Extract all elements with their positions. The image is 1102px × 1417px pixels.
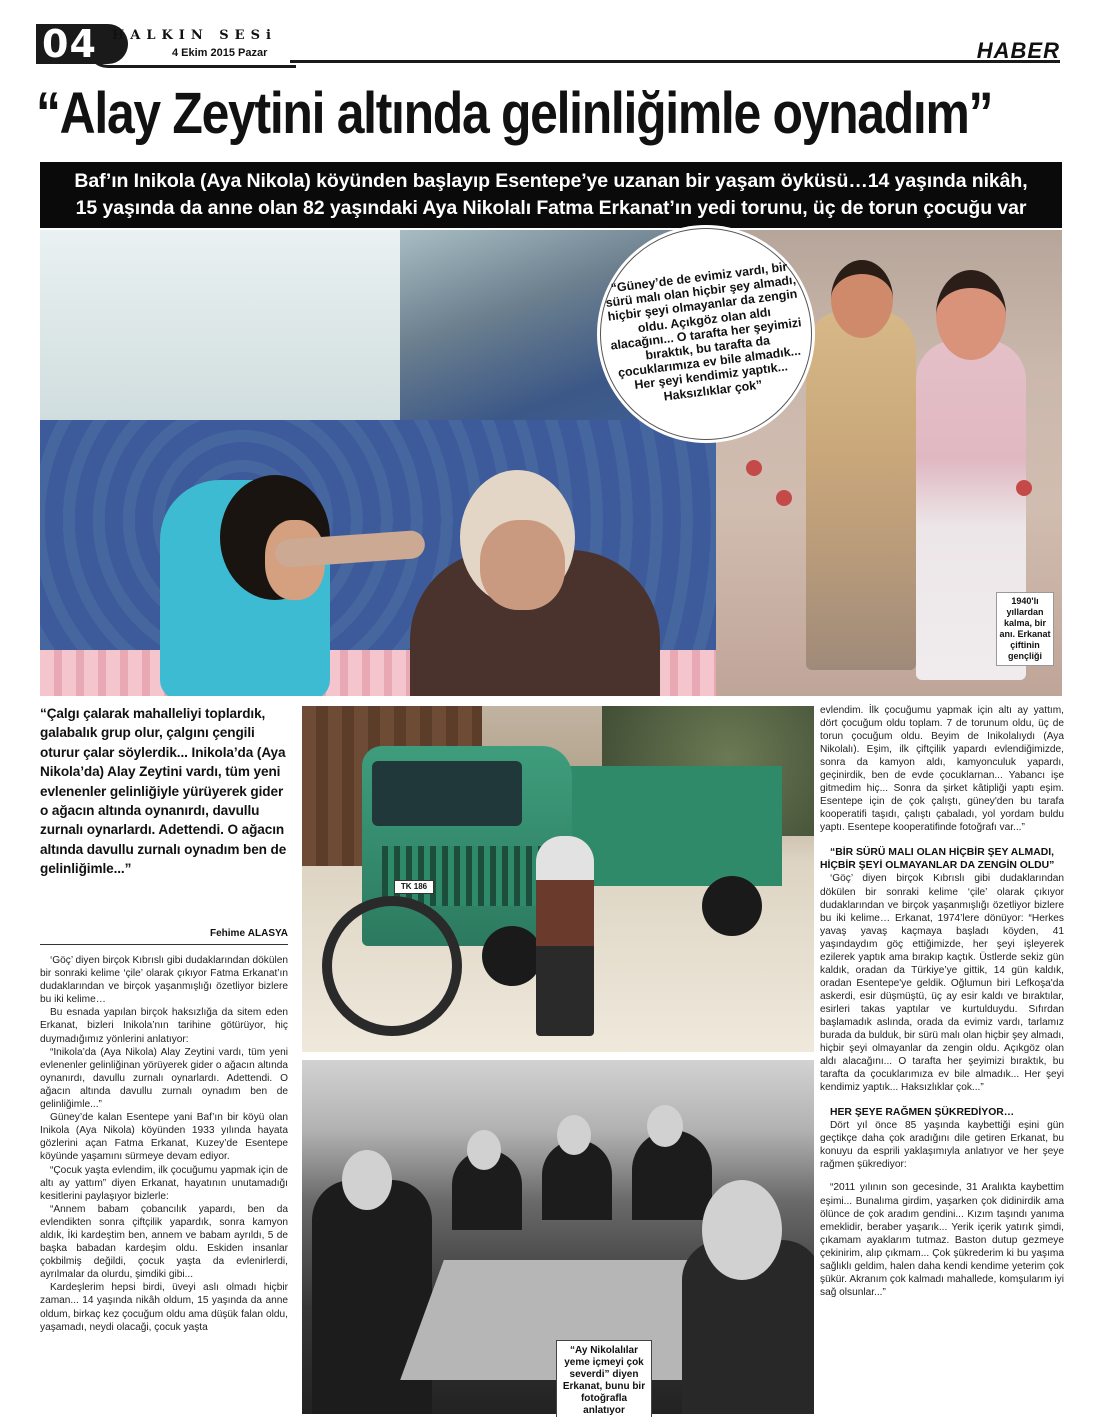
byline [40, 928, 288, 939]
byline-first-name: Fehime [210, 928, 246, 939]
pull-quote: “Çalgı çalarak mahalleliyi toplardık, galabalık grup olur, çalgını çengili oturur çalar söylerdik... Inikola’da (Aya Nikola’da) Alay Zeytini vardı, tüm yeni evlenenler gelinliğiyle yürüyerek gider o ağacın altında oynanırdı, davullu zurnalı oynarlardı. Adettendi. O ağacın altında davullu zurnalı oynadım ben de gelinliğimle...” [40, 706, 287, 877]
left-column [40, 954, 288, 1334]
photo-face [702, 1180, 782, 1280]
photo-face [557, 1115, 591, 1155]
left-paragraph: Güney’de kalan Esentepe yani Baf’ın bir köyü olan Inikola (Aya Nikola) köyünden 1933 yılında hayata gözlerini açan Fatma Erkanat, Kuzey’de Esentepe köyünde yaşamını sürmeye devam ediyor. [40, 1112, 288, 1163]
photo-groom-head [831, 260, 893, 338]
right-heading-2: HER ŞEYE RAĞMEN ŞÜKREDİYOR… [830, 1107, 1015, 1119]
byline-last-name: ALASYA [247, 928, 288, 939]
publication-block [112, 28, 292, 59]
photo-groom [806, 310, 916, 670]
left-paragraph: “Çocuk yaşta evlendim, ilk çocuğumu yapmak için de altı ay yattım” diyen Erkanat, hayatının unutamadığı kesitlerini paylaşıyor bizlerle: [40, 1164, 288, 1202]
photo-truck-wheel [482, 926, 542, 986]
subtitle-line-2: 15 yaşında da anne olan 82 yaşındaki Aya Nikolalı Fatma Erkanat’ın yedi torunu, üç de torun çocuğu var [75, 197, 1027, 219]
photo-motorcycle-wheel [322, 896, 462, 1036]
publication-name: HALKIN SESi [112, 28, 277, 43]
spacer [820, 1171, 1064, 1181]
publication-date: 4 Ekim 2015 Pazar [172, 47, 268, 59]
photo-elder-face [480, 520, 565, 610]
photo-elder-standing [536, 836, 594, 1036]
left-paragraph: “Annem babam çobancılık yapardı, ben da evlendikten sonra çiftçilik yapardık, sonra kamyon aldık, İki kardeştim ben, annem ve babam ayrıldı, 5 de başka babadan kardeşim oldu. Eskiden insanlar çokbilmiş değildi, çocuk yaşta da evlenirlerdi, ayrılmalar da olurdu, şimdiki gibi... [40, 1203, 288, 1281]
section-label: HABER [976, 38, 1060, 63]
left-paragraph: Bu esnada yapılan birçok haksızlığa da sitem eden Erkanat, bizleri Inikola’nın tarihine götürüyor, hiç duymadığımız yönlerini anlatıyor: [40, 1007, 288, 1045]
right-paragraph: “2011 yılının son gecesinde, 31 Aralıkta kaybettim eşimi... Bunalıma girdim, yaşarken çok didinirdik ama ölünce de çok aradım gendini... Kızım taşındı yanıma emeklidir, beraber yaşarık... Yerik içerik yatırık şimdi, çıkamam ayaklarım tutmaz. Baston dutup gezmeye çekinirim, alıp çıkmam... Çok şükrederim ki bu yaşıma sağlıklı geldim, halen daha kendi kendime yeterim çok şükür. Akranım çok kalmadı mahallede, komşularım iyi sağ olsunlar...” [820, 1182, 1064, 1298]
right-intro: evlendim. İlk çocuğumu yapmak için altı ay yattım, dört çocuğum oldu toplam. 7 de torunum oldu, üç de torun çocuğum oldu. Beyim de Inikolalıydı (Aya Nikolalı). Eşim, ilk çiftçilik yapardı evlendiğimizde, sonra da kamyon aldı, kamyonculuk yapardı, geçinirdik, ben de evde çocuklarnan... Yabancı işe gitmedim hiç... Sonra da şirket kâtipliği yaptı eşim. Esentepe için de çok çalıştı, güney'den bu tarafa kooperatifi taşıdı, çalıştı çabaladı, yol yordam buldu yaptı. Esentepe kooperatifinde fotoğrafı var...” [820, 705, 1064, 834]
left-paragraph: “Inikola’da (Aya Nikola) Alay Zeytini vardı, tüm yeni evlenenler gelinliğinan yörüyerek gider o ağacın altında oynanırdı, davullu zurnalı oynarlardı. Adettendi. O ağacın altında davullu zurnalı oynadım ben de gelinliğimle...” [40, 1046, 288, 1111]
photo-truck-bed [562, 766, 782, 886]
photo-face [342, 1150, 392, 1210]
photo-truck-wheel [702, 876, 762, 936]
subtitle-bar [40, 162, 1062, 228]
quote-circle [600, 228, 812, 440]
group-caption: “Ay Nikolalılar yeme içmeyi çok severdi” diyen Erkanat, bunu bir fotoğrafla anlatıyor [556, 1340, 652, 1417]
quote-circle-text: “Güney’de de evimiz vardı, bir sürü malı olan hiçbir şey almadı, hiçbir şeyi olmayanlar da zengin oldu. Açıkgöz olan aldı alacağını... O tarafta her şeyimizi bıraktık, bu tarafta da çocuklarımıza ev bile almadık... Her şeyi kendimiz yaptık... Haksızlıklar çok” [604, 259, 803, 404]
right-paragraph: ‘Göç’ diyen birçok Kıbrıslı gibi dudaklarından dökülen bir sonraki kelime ‘çile’ olarak çıkıyor dudaklarından ve birçok yaşanmışlığı özetliyor bizlere bu iki kelime… Erkanat, 1974’lere dönüyor: “Herkes yavaş yavaş kaçmaya başladı köyden, 41 yaşındaydım göç ettiğimizde, her şeyi işleyerek ezilerek yaptık ama bırakıp kaçtık. Üstlerde sekiz gün kaldık, oradan da Türkiye’ye gittik, 14 gün kaldık, oradan Esentepe'ye geldik. Oğlumun biri Lefkoşa'da askerdi, esir düşmüştü, üç ay esir kaldı ve bıraktılar, esirleri takas yaptılar ve kurtulduydu. Sıfırdan başlamadık aslında, orada da evimiz vardı, tarlamız burada da bulduk, bir sürü malı olan hiçbir şey almadı, hiçbir şeyi olmayanlar da zengin oldu. Açıkgöz olan aldı alacağını... O tarafta her şeyimizi bıraktık, bu tarafta da çocuklarımıza ev bile almadık... Her şeyi kendimiz yaptık... Haksızlıklar çok...” [820, 873, 1064, 1094]
photo-flower [1016, 480, 1032, 496]
right-heading-1: “BİR SÜRÜ MALI OLAN HİÇBİR ŞEY ALMADI, HİÇBİR ŞEYİ OLMAYANLAR DA ZENGİN OLDU” [820, 847, 1055, 872]
photo-truck-windshield [372, 761, 522, 826]
page-number: 04 [36, 24, 128, 64]
subtitle-line-1: Baf’ın Inikola (Aya Nikola) köyünden başlayıp Esentepe’ye uzanan bir yaşam öyküsü…14 yaşında nikâh, [74, 170, 1028, 192]
left-paragraph: Kardeşlerim hepsi birdi, üveyi aslı olmadı hiçbir zaman... 14 yaşında nikâh oldum, 15 yaşında da anne oldum, birkaç kez çocuğum oldu ama düşük falan oldu, yaşamadı, neydi olacaği, çocuk yaşta [40, 1282, 288, 1333]
right-paragraph: Dört yıl önce 85 yaşında kaybettiği eşini gün geçtikçe daha çok aradığını dile getiren Erkanat, bu konuyu da esprili yaklaşımıyla anlatıyor ve her şeye rağmen şükrediyor: [820, 1120, 1064, 1171]
left-paragraph: ‘Göç’ diyen birçok Kıbrıslı gibi dudaklarından dökülen bir sonraki kelime ‘çile’ olarak çıkıyor Fatma Erkanat’ın dudaklarından ve birçok yaşanmışlığı özetliyor bizlere bu iki kelime… [40, 955, 288, 1006]
license-plate: TK 186 [394, 880, 434, 894]
header-rule [290, 60, 1060, 63]
photo-window [40, 230, 400, 430]
photo-face [647, 1105, 683, 1147]
photo-flower [776, 490, 792, 506]
photo-bride-head [936, 270, 1006, 360]
byline-rule [40, 944, 288, 945]
wedding-caption: 1940'lı yıllardan kalma, bir anı. Erkanat çiftinin gençliği [996, 592, 1054, 666]
right-column [820, 704, 1064, 1299]
truck-photo [302, 706, 814, 1052]
photo-flower [746, 460, 762, 476]
headline: “Alay Zeytini altında gelinliğimle oynadım” [36, 81, 993, 146]
photo-face [467, 1130, 501, 1170]
